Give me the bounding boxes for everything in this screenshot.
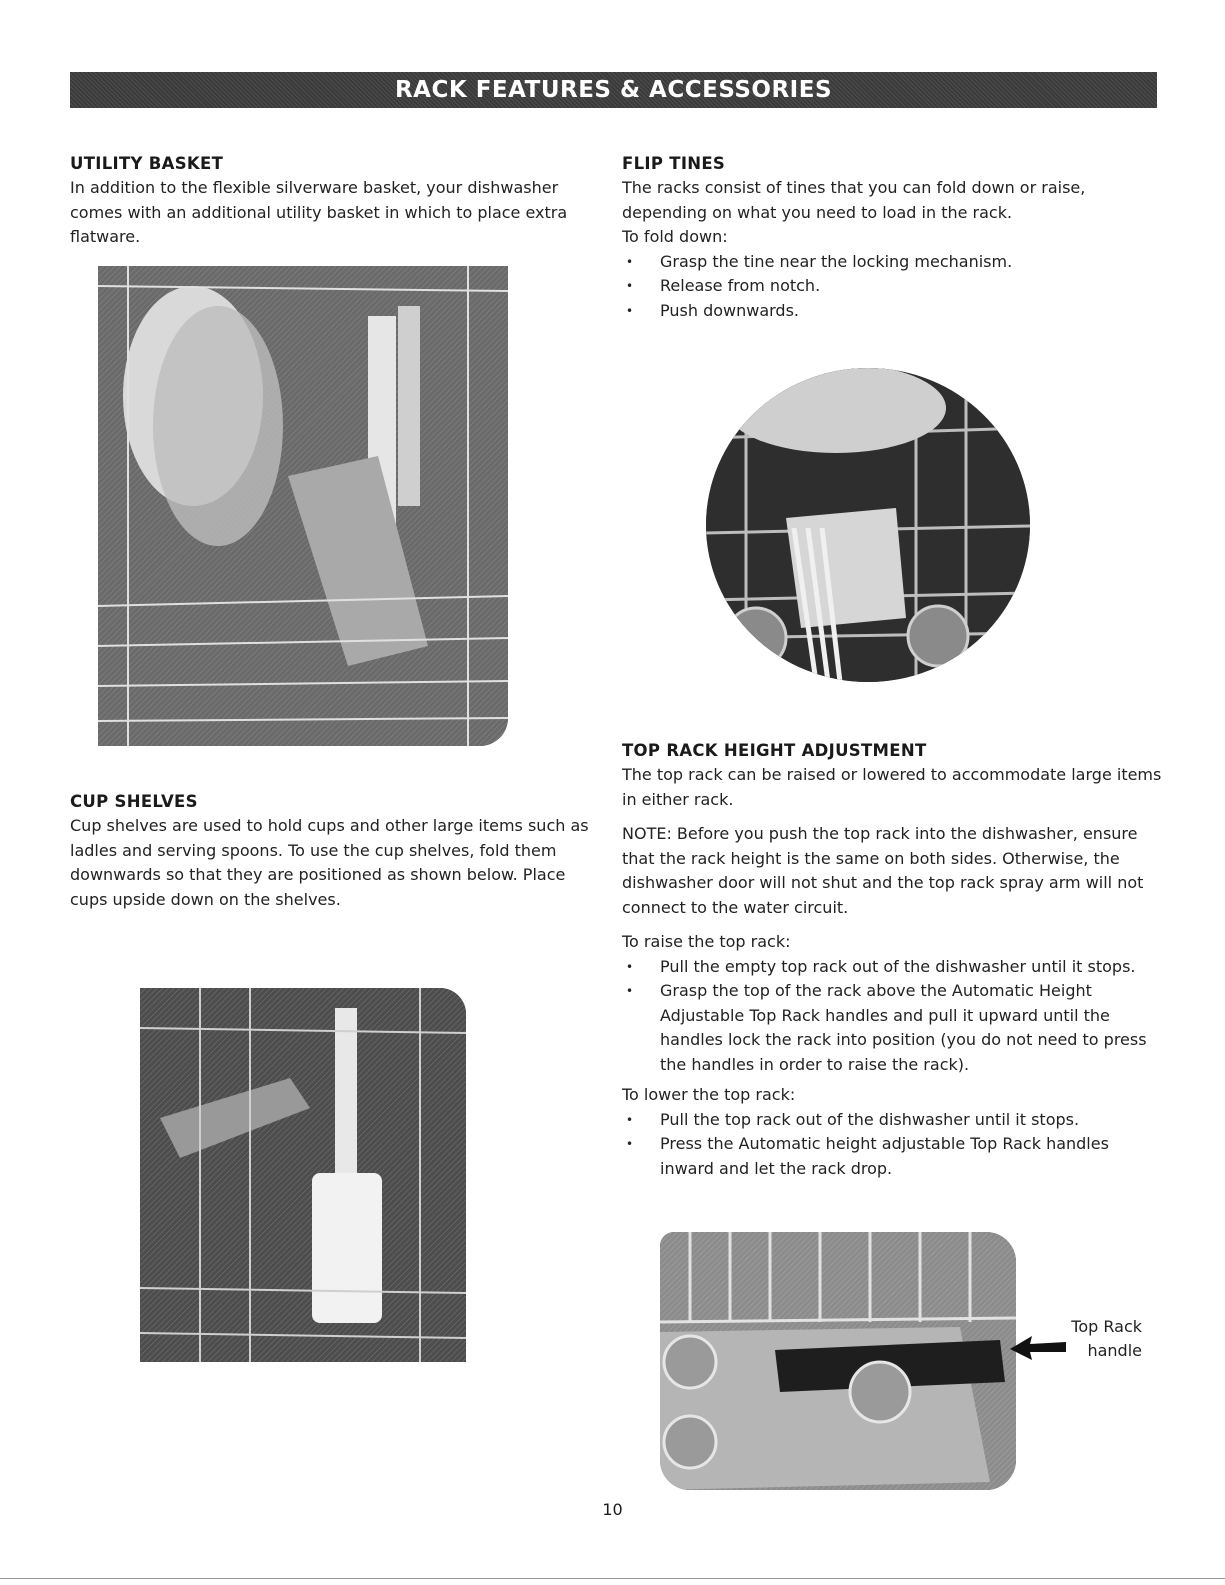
flip-tines-text: The racks consist of tines that you can fold down or raise, depending on what you need to load in the rack.	[622, 178, 1086, 222]
callout-line-1: Top Rack	[1071, 1317, 1142, 1336]
utility-basket-text: In addition to the flexible silverware basket, your dishwasher comes with an additional utility basket in which to place extra flatware.	[70, 178, 568, 246]
cup-shelves-photo	[140, 988, 466, 1362]
raise-intro: To raise the top rack:	[622, 932, 791, 951]
flip-tines-section	[622, 154, 1162, 323]
flip-tines-intro: To fold down:	[622, 227, 728, 246]
list-item: • Push downwards.	[622, 299, 1162, 324]
lower-intro: To lower the top rack:	[622, 1085, 796, 1104]
bottom-divider	[0, 1578, 1225, 1579]
callout-line-2: handle	[1087, 1341, 1142, 1360]
banner-title: RACK FEATURES & ACCESSORIES	[394, 77, 833, 103]
section-banner	[70, 72, 1157, 108]
list-item: • Release from notch.	[622, 274, 1162, 299]
cup-shelves-section	[70, 792, 590, 912]
flip-tines-heading: FLIP TINES	[622, 154, 726, 173]
top-rack-note: NOTE: Before you push the top rack into the dishwasher, ensure that the rack height is the same on both sides. Otherwise, the dishwasher door will not shut and the top rack spray arm will not connect to the water circuit.	[622, 824, 1144, 917]
flip-tines-steps	[622, 250, 1162, 324]
raise-steps	[622, 955, 1162, 1078]
utility-basket-section	[70, 154, 590, 250]
lower-steps	[622, 1108, 1162, 1182]
list-item: • Grasp the tine near the locking mechanism.	[622, 250, 1162, 275]
top-rack-photo	[660, 1232, 1016, 1490]
list-item: • Pull the top rack out of the dishwasher until it stops.	[622, 1108, 1162, 1133]
list-item: • Press the Automatic height adjustable Top Rack handles inward and let the rack drop.	[622, 1132, 1162, 1181]
top-rack-heading: TOP RACK HEIGHT ADJUSTMENT	[622, 741, 927, 760]
list-item: • Grasp the top of the rack above the Automatic Height Adjustable Top Rack handles and pull it upward until the handles lock the rack into position (you do not need to press the handles in order to raise the rack).	[622, 979, 1162, 1077]
top-rack-section	[622, 741, 1162, 1181]
top-rack-text: The top rack can be raised or lowered to accommodate large items in either rack.	[622, 765, 1162, 809]
list-item: • Pull the empty top rack out of the dishwasher until it stops.	[622, 955, 1162, 980]
flip-tines-photo	[706, 368, 1030, 682]
top-rack-handle-callout	[1050, 1315, 1142, 1363]
utility-basket-photo	[98, 266, 508, 746]
page-number: 10	[602, 1500, 623, 1519]
cup-shelves-heading: CUP SHELVES	[70, 792, 198, 811]
cup-shelves-text: Cup shelves are used to hold cups and other large items such as ladles and serving spoons. To use the cup shelves, fold them downwards so that they are positioned as shown below. Place cups upside down on the shelves.	[70, 816, 589, 909]
utility-basket-heading: UTILITY BASKET	[70, 154, 224, 173]
